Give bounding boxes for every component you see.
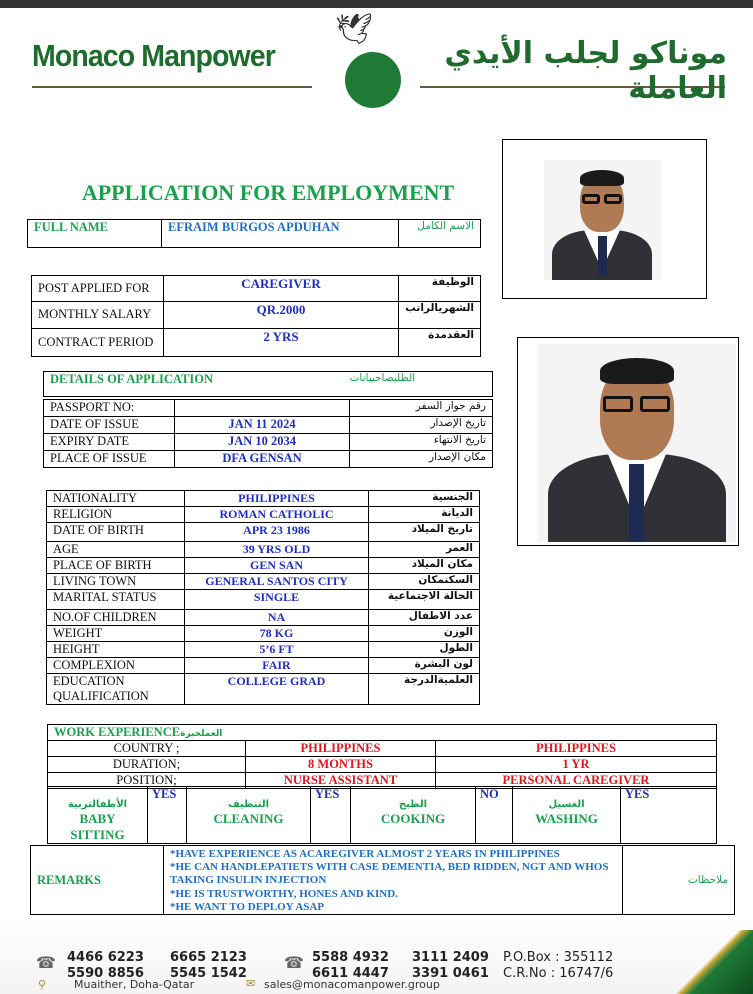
- row-label-ar: الوزن: [369, 626, 480, 642]
- skill-name: BABY SITTING: [70, 811, 125, 842]
- top-bar: [0, 0, 753, 8]
- remark-line: *HE WANT TO DEPLOY ASAP: [170, 900, 325, 913]
- address: Muaither, Doha-Qatar: [74, 978, 195, 991]
- remarks-label: REMARKS: [31, 846, 164, 915]
- row-label-ar: السكنمكان: [369, 574, 480, 590]
- row-label-ar: الشهريالراتب: [399, 302, 481, 329]
- work-label-ar: العملخبرة: [180, 729, 223, 739]
- row-label-ar: الديانة: [369, 507, 480, 523]
- row-label: COUNTRY ;: [48, 741, 246, 757]
- row-label-ar: العمر: [369, 542, 480, 558]
- table-row: [47, 507, 480, 523]
- phone-number: 4466 6223: [67, 950, 144, 965]
- table-row: [48, 757, 717, 773]
- photo-frame-1: [502, 139, 707, 299]
- row-value: PHILIPPINES: [185, 491, 369, 507]
- remarks-table: [30, 845, 735, 915]
- row-value: NA: [185, 610, 369, 626]
- row-label-ar: الوظيفة: [399, 276, 481, 302]
- skill-answer: NO: [476, 787, 513, 844]
- applicant-photo: [538, 344, 736, 542]
- table-row: [47, 590, 480, 610]
- row-label-ar: الطول: [369, 642, 480, 658]
- row-label: CONTRACT PERIOD: [32, 329, 164, 357]
- row-value: CAREGIVER: [164, 276, 399, 302]
- phone-number: 5590 8856: [67, 966, 144, 981]
- row-label: DATE OF BIRTH: [47, 523, 185, 542]
- row-label-ar: عدد الاطفال: [369, 610, 480, 626]
- full-name-label-ar: الاسم الكامل: [399, 220, 481, 248]
- row-value: 39 YRS OLD: [185, 542, 369, 558]
- skill-label-ar: الغسيل: [548, 799, 585, 810]
- row-value: SINGLE: [185, 590, 369, 610]
- table-row: [47, 491, 480, 507]
- table-row: [32, 302, 481, 329]
- table-row: [47, 558, 480, 574]
- work-experience-header: [48, 725, 717, 741]
- cr-number: C.R.No : 16747/6: [503, 966, 614, 981]
- row-value: COLLEGE GRAD: [185, 674, 369, 705]
- phone-number: 3111 2409: [412, 950, 489, 965]
- skill-label-ar: التنظيف: [227, 799, 270, 810]
- remark-line: *HE IS TRUSTWORTHY, HONES AND KIND.: [170, 887, 398, 900]
- row-value: 78 KG: [185, 626, 369, 642]
- row-label: PLACE OF ISSUE: [44, 451, 175, 468]
- logo-falcon-icon: 🕊: [335, 13, 374, 46]
- row-label: AGE: [47, 542, 185, 558]
- row-value: PHILIPPINES: [436, 741, 717, 757]
- table-row: [32, 329, 481, 357]
- logo-globe-icon: [345, 52, 401, 108]
- remark-line: *HE CAN HANDLEPATIETS WITH CASE DEMENTIA, BED RIDDEN, NGT AND WHOS TAKING INSULIN INJECTION: [170, 861, 609, 887]
- email-link[interactable]: sales@monacomanpower.group: [264, 978, 440, 991]
- row-label: PLACE OF BIRTH: [47, 558, 185, 574]
- phone-number: 6611 4447: [312, 966, 389, 981]
- table-row: [47, 574, 480, 590]
- table-row: [47, 658, 480, 674]
- photo-frame-2: [517, 337, 739, 546]
- row-value: ROMAN CATHOLIC: [185, 507, 369, 523]
- row-value: 1 YR: [436, 757, 717, 773]
- remarks-text: [164, 846, 623, 915]
- details-label: DETAILS OF APPLICATION: [44, 372, 344, 397]
- email-icon: ✉: [246, 978, 256, 990]
- phone-icon: ☎: [36, 955, 56, 972]
- details-label-ar: الطلبصاحبيانات: [344, 372, 493, 397]
- row-value: [175, 400, 350, 417]
- remark-line: *HAVE EXPERIENCE AS ACAREGIVER ALMOST 2 YEARS IN PHILIPPINES: [170, 848, 560, 860]
- row-label-ar: العقدمدة: [399, 329, 481, 357]
- row-label: POST APPLIED FOR: [32, 276, 164, 302]
- row-label-ar: مكان الميلاد: [369, 558, 480, 574]
- skill-label: [351, 787, 476, 844]
- skill-name: CLEANING: [213, 811, 284, 826]
- skill-answer: YES: [621, 787, 717, 844]
- row-label-ar: تاريخ الإصدار: [350, 417, 493, 434]
- skill-answer: YES: [311, 787, 351, 844]
- skills-table: [47, 786, 717, 844]
- row-value: QR.2000: [164, 302, 399, 329]
- row-label: COMPLEXION: [47, 658, 185, 674]
- row-label-ar: تاريخ الانتهاء: [350, 434, 493, 451]
- row-value: APR 23 1986: [185, 523, 369, 542]
- row-value: 8 MONTHS: [246, 757, 436, 773]
- row-label: WEIGHT: [47, 626, 185, 642]
- row-label: DURATION;: [48, 757, 246, 773]
- row-value: JAN 11 2024: [175, 417, 350, 434]
- row-label-ar: الجنسية: [369, 491, 480, 507]
- table-row: [47, 523, 480, 542]
- row-label-ar: العلميةالدرجة: [369, 674, 480, 705]
- full-name-label: FULL NAME: [28, 220, 162, 248]
- row-value: PERSONAL CAREGIVER: [436, 773, 717, 789]
- work-experience-table: [47, 724, 717, 789]
- location-icon: ⚲: [38, 979, 47, 991]
- table-row: [47, 626, 480, 642]
- row-label-ar: رقم جواز السفر: [350, 400, 493, 417]
- skill-answer: YES: [148, 787, 187, 844]
- row-label: PASSPORT NO:: [44, 400, 175, 417]
- header-divider: [32, 86, 312, 88]
- skill-name: WASHING: [535, 811, 598, 826]
- phone-number: 5545 1542: [170, 966, 247, 981]
- row-label-ar: تاريخ الميلاد: [369, 523, 480, 542]
- personal-table: [46, 490, 480, 705]
- table-row: [44, 417, 493, 434]
- post-table: [31, 275, 481, 357]
- table-row: [47, 610, 480, 626]
- skill-label-ar: الأطفالتربية: [67, 799, 128, 810]
- skill-name: COOKING: [380, 811, 446, 826]
- row-label: LIVING TOWN: [47, 574, 185, 590]
- row-label: HEIGHT: [47, 642, 185, 658]
- footer-swoosh: [643, 930, 753, 994]
- details-header: [43, 371, 493, 397]
- remarks-label-ar: ملاحظات: [623, 846, 735, 915]
- row-value: 2 YRS: [164, 329, 399, 357]
- skill-label: [513, 787, 621, 844]
- row-value: DFA GENSAN: [175, 451, 350, 468]
- row-value: JAN 10 2034: [175, 434, 350, 451]
- brand-name-ar: موناكو لجلب الأيدي العاملة: [444, 36, 727, 106]
- table-row: [47, 542, 480, 558]
- table-row: [47, 642, 480, 658]
- full-name-table: [27, 219, 481, 248]
- table-row: [44, 434, 493, 451]
- phone-number: 3391 0461: [412, 966, 489, 981]
- row-value: PHILIPPINES: [246, 741, 436, 757]
- phone-number: 5588 4932: [312, 950, 389, 965]
- po-box: P.O.Box : 355112: [503, 950, 614, 965]
- row-label: EXPIRY DATE: [44, 434, 175, 451]
- row-label: NO.OF CHILDREN: [47, 610, 185, 626]
- row-value: GENERAL SANTOS CITY: [185, 574, 369, 590]
- table-row: [32, 276, 481, 302]
- row-label: MARITAL STATUS: [47, 590, 185, 610]
- row-label: NATIONALITY: [47, 491, 185, 507]
- row-label: MONTHLY SALARY: [32, 302, 164, 329]
- skill-label: [187, 787, 311, 844]
- phone-number: 6665 2123: [170, 950, 247, 965]
- table-row: [48, 741, 717, 757]
- table-row: [44, 400, 493, 417]
- row-value: NURSE ASSISTANT: [246, 773, 436, 789]
- applicant-photo: [544, 160, 661, 280]
- row-value: 5’6 FT: [185, 642, 369, 658]
- row-label: RELIGION: [47, 507, 185, 523]
- row-label-ar: مكان الإصدار: [350, 451, 493, 468]
- passport-table: [43, 399, 493, 468]
- table-row: [47, 674, 480, 705]
- row-value: GEN SAN: [185, 558, 369, 574]
- row-label-ar: الحالة الاجتماعية: [369, 590, 480, 610]
- table-row: [44, 451, 493, 468]
- skill-label: [48, 787, 148, 844]
- row-label: DATE OF ISSUE: [44, 417, 175, 434]
- page-title: APPLICATION FOR EMPLOYMENT: [81, 180, 455, 205]
- brand-name-en: Monaco Manpower: [32, 38, 275, 73]
- row-label-ar: لون البشرة: [369, 658, 480, 674]
- work-label: WORK EXPERIENCE: [54, 725, 181, 739]
- row-value: FAIR: [185, 658, 369, 674]
- row-label: EDUCATION QUALIFICATION: [47, 674, 185, 705]
- row-label: POSITION;: [48, 773, 246, 789]
- phone-icon: ☎: [284, 955, 304, 972]
- skill-label-ar: الطبخ: [398, 799, 428, 810]
- full-name-value: EFRAIM BURGOS APDUHAN: [162, 220, 399, 248]
